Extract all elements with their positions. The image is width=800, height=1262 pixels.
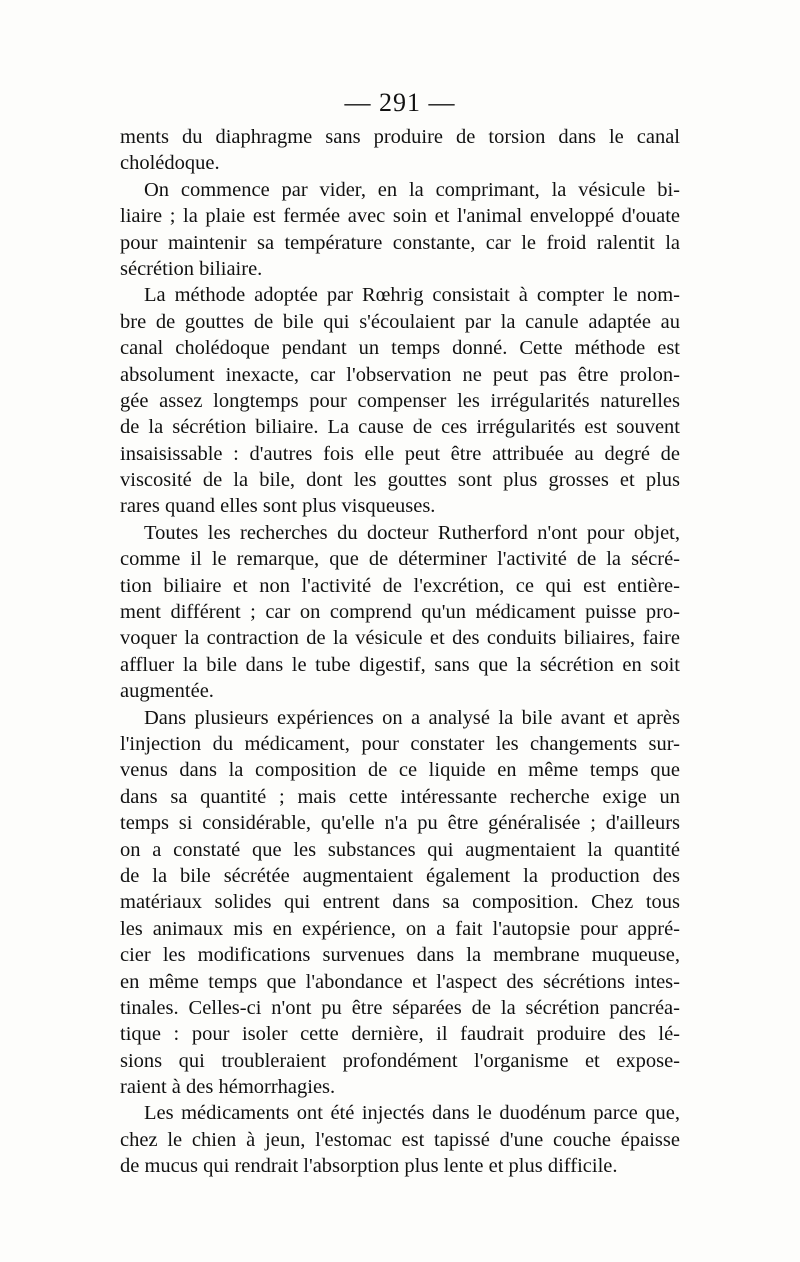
- text-line: La méthode adoptée par Rœhrig consistait à compter le nom-: [144, 284, 680, 307]
- text-line: de la sécrétion biliaire. La cause de ces irrégularités est souvent: [120, 416, 680, 439]
- text-line: temps si considérable, qu'elle n'a pu être généralisée ; d'ailleurs: [120, 812, 680, 835]
- text-line: gée assez longtemps pour compenser les irrégularités naturelles: [120, 389, 680, 412]
- text-line: en même temps que l'abondance et l'aspect des sécrétions intes-: [120, 970, 680, 993]
- text-line: ments du diaphragme sans produire de torsion dans le canal: [120, 126, 680, 148]
- text-line: Dans plusieurs expériences on a analysé la bile avant et après: [144, 706, 680, 729]
- text-line: de mucus qui rendrait l'absorption plus lente et plus difficile.: [120, 1155, 618, 1178]
- text-line: insaisissable : d'autres fois elle peut être attribuée au degré de: [120, 442, 680, 465]
- text-line: comme il le remarque, que de déterminer l'activité de la sécré-: [120, 548, 680, 571]
- text-line: voquer la contraction de la vésicule et des conduits biliaires, faire: [120, 627, 680, 650]
- text-line: l'injection du médicament, pour constater les changements sur-: [120, 732, 680, 755]
- paragraph: [120, 1100, 680, 1179]
- text-line: on a constaté que les substances qui augmentaient la quantité: [120, 838, 680, 861]
- text-line: venus dans la composition de ce liquide en même temps que: [120, 759, 680, 782]
- text-line: sécrétion biliaire.: [120, 257, 263, 280]
- text-line: tique : pour isoler cette dernière, il faudrait produire des lé-: [120, 1023, 680, 1046]
- text-line: sions qui troubleraient profondément l'organisme et expose-: [120, 1049, 680, 1072]
- text-line: pour maintenir sa température constante, car le froid ralentit la: [120, 231, 680, 254]
- text-line: les animaux mis en expérience, on a fait l'autopsie pour appré-: [120, 917, 680, 940]
- text-line: tion biliaire et non l'activité de l'excrétion, ce qui est entière-: [120, 574, 680, 597]
- text-line: dans sa quantité ; mais cette intéressante recherche exige un: [120, 785, 680, 808]
- text-line: affluer la bile dans le tube digestif, sans que la sécrétion en soit: [120, 653, 680, 676]
- page-number: — 291 —: [344, 88, 456, 117]
- text-line: On commence par vider, en la comprimant, la vésicule bi-: [144, 178, 680, 201]
- text-line: Les médicaments ont été injectés dans le duodénum parce que,: [144, 1102, 680, 1125]
- paragraph: [120, 177, 680, 283]
- text-line: ment différent ; car on comprend qu'un médicament puisse pro-: [120, 601, 680, 624]
- text-line: augmentée.: [120, 680, 214, 703]
- text-line: bre de gouttes de bile qui s'écoulaient par la canule adaptée au: [120, 310, 680, 333]
- text-line: chez le chien à jeun, l'estomac est tapissé d'une couche épaisse: [120, 1128, 680, 1151]
- paragraph: [120, 282, 680, 520]
- text-line: liaire ; la plaie est fermée avec soin et l'animal enveloppé d'ouate: [120, 205, 680, 228]
- text-line: rares quand elles sont plus visqueuses.: [120, 495, 436, 518]
- paragraph: [120, 520, 680, 705]
- text-line: cier les modifications survenues dans la membrane muqueuse,: [120, 944, 680, 967]
- text-line: cholédoque.: [120, 152, 220, 175]
- body-text: [120, 124, 680, 1180]
- text-line: matériaux solides qui entrent dans sa composition. Chez tous: [120, 891, 680, 914]
- text-line: absolument inexacte, car l'observation ne peut pas être prolon-: [120, 363, 680, 386]
- text-line: de la bile sécrétée augmentaient également la production des: [120, 864, 680, 887]
- paragraph: [120, 124, 680, 177]
- text-line: canal cholédoque pendant un temps donné. Cette méthode est: [120, 337, 680, 360]
- paragraph: [120, 705, 680, 1101]
- text-line: raient à des hémorrhagies.: [120, 1076, 336, 1099]
- text-line: viscosité de la bile, dont les gouttes sont plus grosses et plus: [120, 469, 680, 492]
- text-line: tinales. Celles-ci n'ont pu être séparées de la sécrétion pancréa-: [120, 996, 680, 1019]
- text-line: Toutes les recherches du docteur Rutherford n'ont pour objet,: [144, 521, 680, 544]
